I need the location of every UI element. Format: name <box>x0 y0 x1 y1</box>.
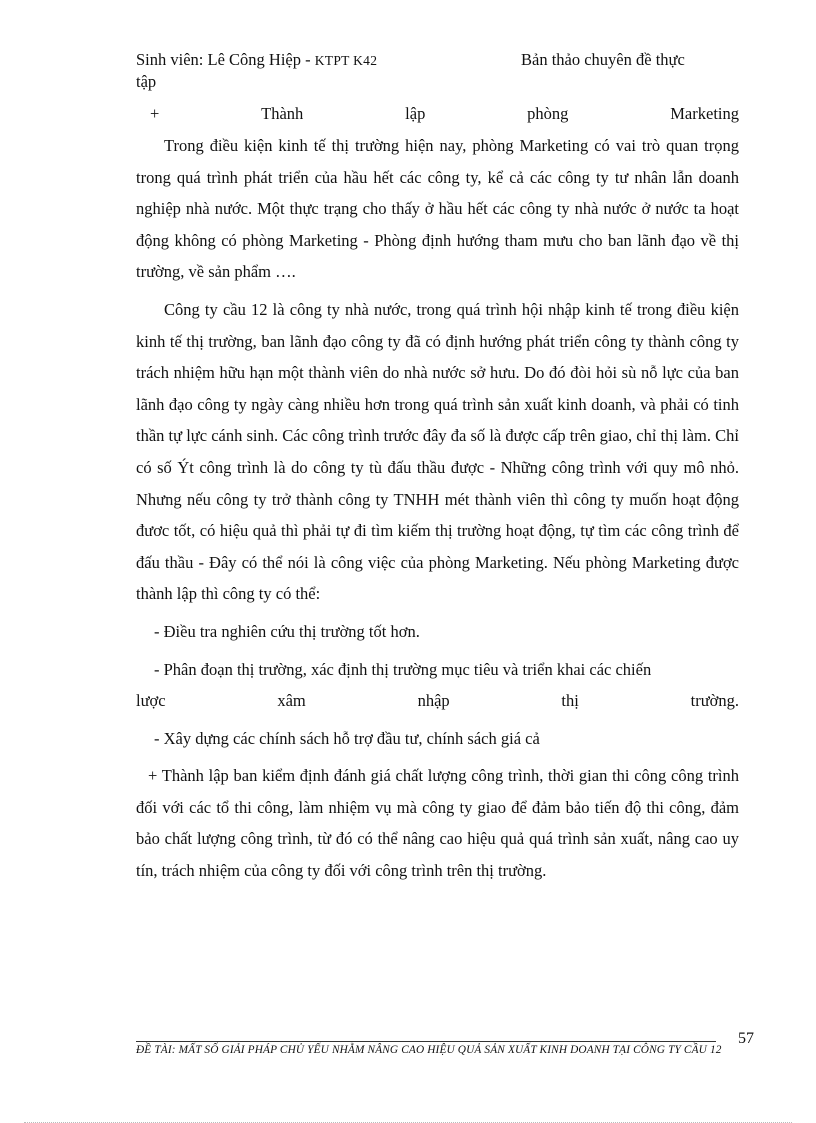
document-body <box>136 100 739 887</box>
footer-divider <box>136 1041 716 1042</box>
list-item-2-continuation <box>136 685 739 717</box>
list-item-2: - Phân đoạn thị trường, xác định thị trường mục tiêu và triển khai các chiến <box>154 659 652 679</box>
item-word: nhập <box>417 691 450 711</box>
heading-word: Marketing <box>670 104 739 123</box>
item-word: thị <box>561 691 579 711</box>
paragraph-2: Công ty cầu 12 là công ty nhà nước, trong quá trình hội nhập kinh tế trong điều kiện kinh tế thị trường, ban lãnh đạo công ty đã có định hướng phát triển công ty thành công ty trách nhiệm hữu hạn một thành viên do nhà nước sở hưu. Do đó đòi hỏi sù nỗ lực của ban lãnh đạo công ty ngày càng nhiều hơn trong quá trình sản xuất kinh doanh, và phải có tinh thần tự lực cánh sinh. Các công trình trước đây đa số là được cấp trên giao, chỉ thị làm. Chỉ có số Ýt công trình là do công ty tù đấu thầu được - Những công trình với quy mô nhỏ. Nhưng nếu công ty trở thành công ty TNHH mét thành viên thì công ty muốn hoạt động đươc tốt, có hiệu quả thì phải tự đi tìm kiếm thị trường hoạt động, tự tìm các công trình để đấu thầu - Đây có thể nói là công việc của phòng Marketing. Nếu phòng Marketing được thành lập thì công ty có thể: <box>136 299 739 604</box>
page-number: 57 <box>738 1030 754 1047</box>
document-title: Bản thảo chuyên đề thực <box>521 50 685 69</box>
item-word: lược <box>136 691 166 711</box>
footer-topic-note: ĐỀ TÀI: MẤT SỐ GIẢI PHÁP CHỦ YẾU NHẰM NÂNG CAO HIỆU QUẢ SẢN XUẤT KINH DOANH TẠI CÔNG TY CẦU 12 <box>136 1044 722 1056</box>
author-line <box>136 50 377 71</box>
document-title-continuation: tập <box>136 72 157 91</box>
section-heading <box>136 100 739 130</box>
heading-word: lập <box>405 104 426 123</box>
heading-word: phòng <box>527 104 569 123</box>
item-word: trường. <box>690 691 739 711</box>
heading-word: Thành <box>261 104 304 123</box>
list-item-1: - Điều tra nghiên cứu thị trường tốt hơn. <box>154 621 420 641</box>
item-word: xâm <box>277 691 306 711</box>
author-class: KTPT K42 <box>314 53 378 68</box>
author-label: Sinh viên: Lê Công Hiệp - <box>136 50 315 69</box>
list-item-3: - Xây dựng các chính sách hỗ trợ đầu tư, chính sách giá cả <box>154 728 540 748</box>
heading-word: + <box>150 104 160 123</box>
closing-paragraph: + Thành lập ban kiểm định đánh giá chất lượng công trình, thời gian thi công công trình đối với các tổ thi công, làm nhiệm vụ mà công ty giao để đảm bảo tiến độ thi công, đảm bảo chất lượng công trình, từ đó có thể nâng cao hiệu quả quá trình sản xuất, nâng cao uy tín, trách nhiệm của công ty đối với công trình trên thị trường. <box>136 766 739 881</box>
paragraph-1: Trong điều kiện kinh tế thị trường hiện nay, phòng Marketing có vai trò quan trọng trong quá trình phát triển của hầu hết các công ty, kể cả các công ty tư nhân lẫn doanh nghiệp nhà nước. Một thực trạng cho thấy ở hầu hết các công ty nhà nước ở nước ta hoạt động không có phòng Marketing - Phòng định hướng tham mưu cho ban lãnh đạo về thị trường, về sản phẩm …. <box>136 136 739 282</box>
